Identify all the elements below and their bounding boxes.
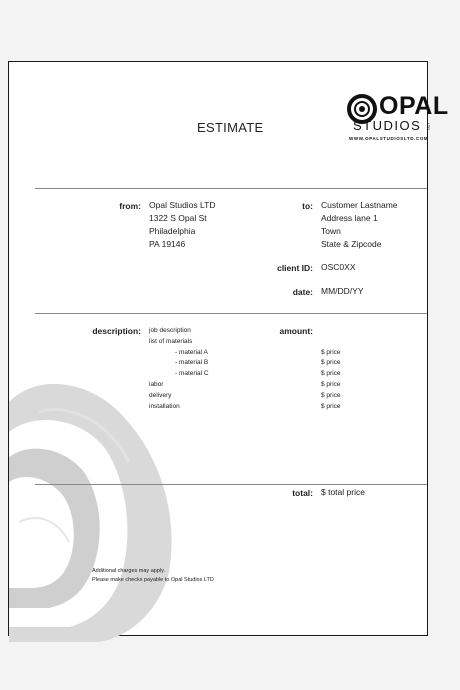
item-amount xyxy=(321,337,341,348)
item-desc: - material B xyxy=(175,359,209,367)
date-value: MM/DD/YY xyxy=(321,286,364,296)
tree-ring-watermark xyxy=(9,372,209,642)
date-label: date: xyxy=(292,287,313,297)
divider-bottom xyxy=(35,484,427,485)
item-desc: - material A xyxy=(175,348,208,356)
logo-name: OPAL xyxy=(379,92,449,120)
footer-notes xyxy=(92,567,214,585)
document-title: ESTIMATE xyxy=(197,120,264,135)
item-descriptions xyxy=(149,326,209,412)
to-line: Customer Lastname xyxy=(321,200,398,210)
total-label: total: xyxy=(292,488,313,498)
to-address xyxy=(321,199,398,251)
item-amount: $ price xyxy=(321,370,341,378)
company-logo xyxy=(345,92,449,148)
from-line: PA 19146 xyxy=(149,239,186,249)
note-line: Additional charges may apply. xyxy=(92,568,165,574)
from-line: 1322 S Opal St xyxy=(149,213,207,223)
item-amount xyxy=(321,326,341,337)
divider-top xyxy=(35,188,427,189)
item-desc: - material C xyxy=(175,370,209,378)
item-desc: list of materials xyxy=(149,337,193,345)
item-desc: labor xyxy=(149,380,164,388)
logo-website: WWW.OPALSTUDIOSLTD.COM xyxy=(349,136,429,141)
to-line: State & Zipcode xyxy=(321,239,382,249)
item-desc: delivery xyxy=(149,391,172,399)
logo-sub: STUDIOS xyxy=(353,118,422,133)
to-line: Address lane 1 xyxy=(321,213,378,223)
item-amount: $ price xyxy=(321,380,341,388)
note-line: Please make checks payable to Opal Studios LTD xyxy=(92,577,214,583)
item-amounts xyxy=(321,326,341,412)
logo-suffix: LTD xyxy=(426,122,432,131)
from-line: Philadelphia xyxy=(149,226,196,236)
from-label: from: xyxy=(119,201,141,211)
from-line: Opal Studios LTD xyxy=(149,200,216,210)
from-address xyxy=(149,199,215,251)
item-desc: job description xyxy=(149,327,191,334)
total-value: $ total price xyxy=(321,487,365,497)
description-label: description: xyxy=(92,326,141,336)
item-amount: $ price xyxy=(321,359,341,367)
amount-label: amount: xyxy=(279,326,313,336)
item-amount: $ price xyxy=(321,391,341,399)
to-label: to: xyxy=(302,201,313,211)
item-amount: $ price xyxy=(321,402,341,410)
to-line: Town xyxy=(321,226,341,236)
client-id-value: OSC0XX xyxy=(321,262,356,272)
client-id-label: client ID: xyxy=(277,263,313,273)
item-desc: installation xyxy=(149,402,180,410)
estimate-page xyxy=(8,61,449,636)
divider-middle xyxy=(35,313,427,314)
item-amount: $ price xyxy=(321,348,341,356)
